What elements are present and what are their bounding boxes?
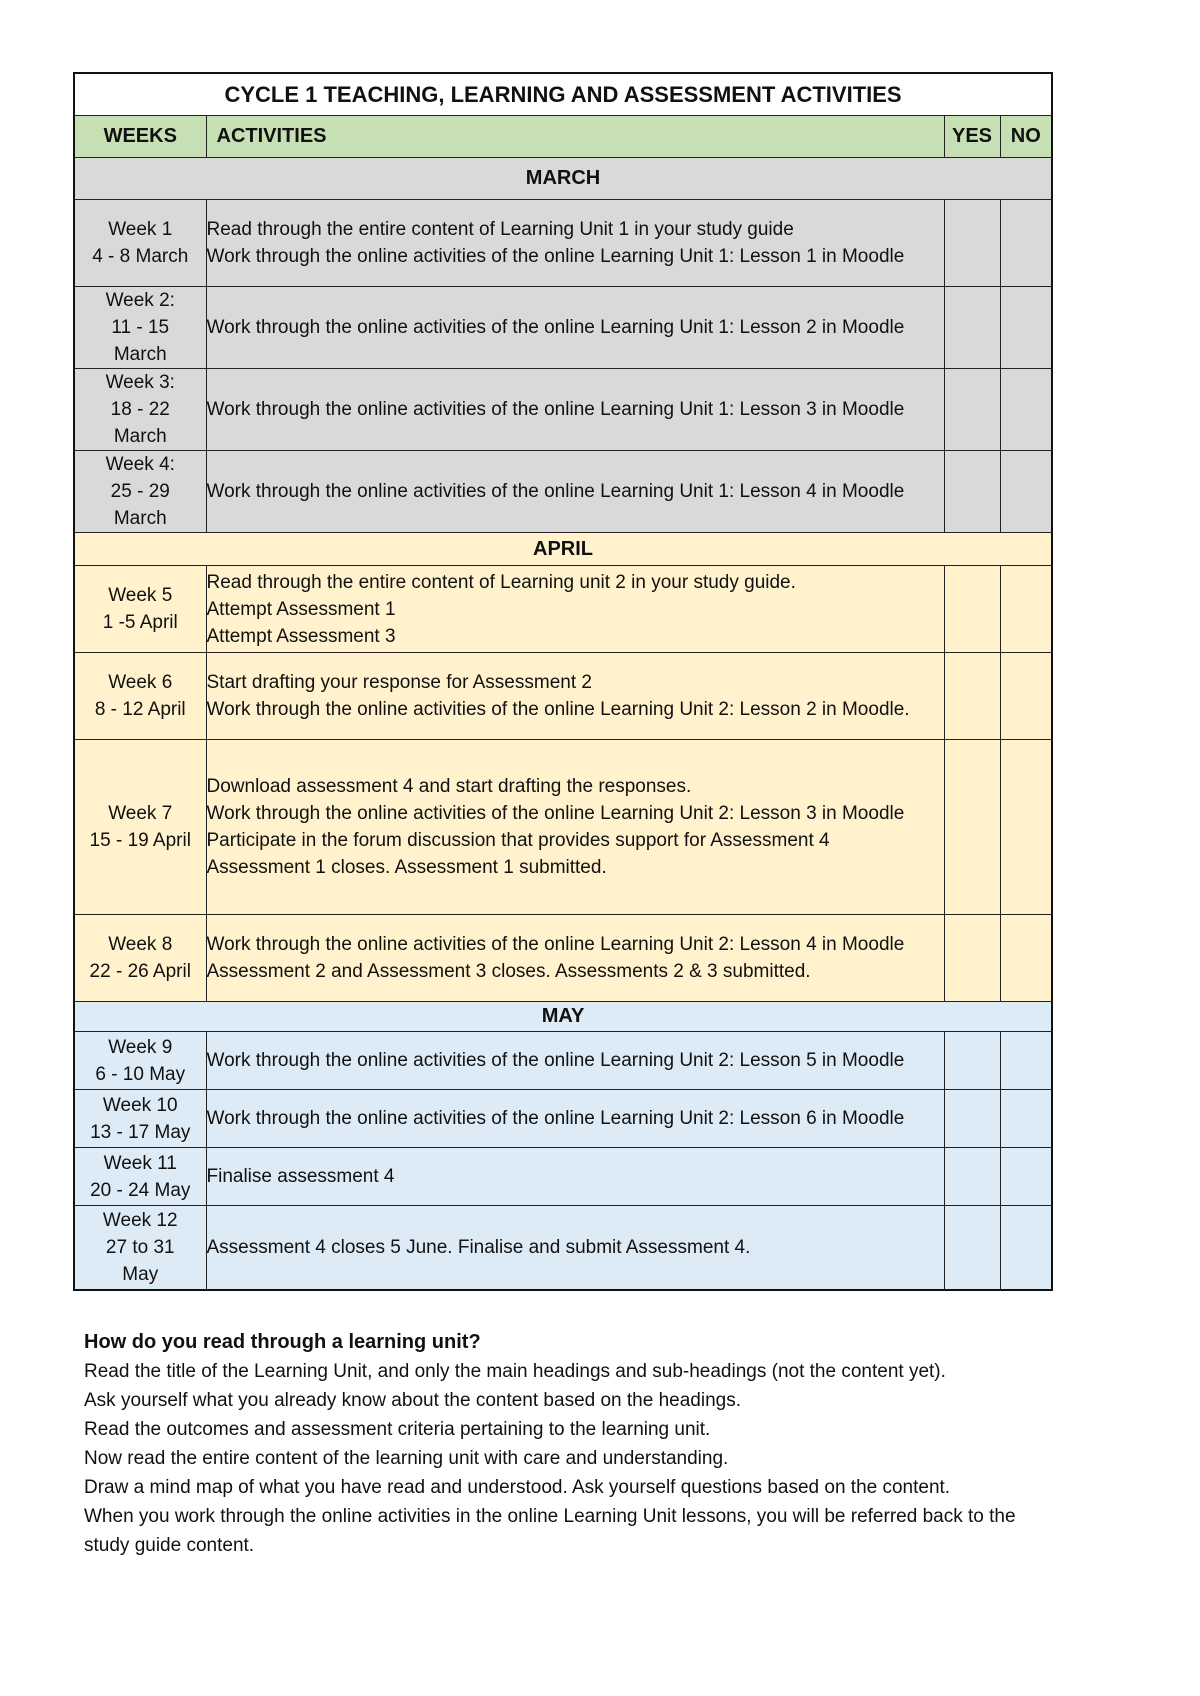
activity-line: Work through the online activities of the online Learning Unit 2: Lesson 2 in Moodle.: [206, 699, 910, 720]
week-cell: Week 9 6 - 10 May: [74, 1032, 206, 1090]
week-cell: Week 8 22 - 26 April: [74, 915, 206, 1002]
yes-checkbox-cell[interactable]: [944, 915, 1000, 1002]
table-row: [74, 200, 1052, 287]
activity-line: Download assessment 4 and start drafting the responses.: [206, 776, 692, 797]
table-row: [74, 451, 1052, 533]
no-checkbox-cell[interactable]: [1000, 200, 1052, 287]
yes-checkbox-cell[interactable]: [944, 369, 1000, 451]
activity-line: Read through the entire content of Learning unit 2 in your study guide.: [206, 571, 796, 593]
table-row: [74, 369, 1052, 451]
reading-guide-line: Ask yourself what you already know about the content based on the headings.: [84, 1390, 741, 1411]
no-checkbox-cell[interactable]: [1000, 653, 1052, 740]
yes-checkbox-cell[interactable]: [944, 1148, 1000, 1206]
activity-line: Work through the online activities of the online Learning Unit 2: Lesson 6 in Moodle: [206, 1108, 905, 1129]
activities-cell: [206, 369, 944, 451]
activities-cell: [206, 1032, 944, 1090]
week-cell: Week 4: 25 - 29 March: [74, 451, 206, 533]
yes-checkbox-cell[interactable]: [944, 740, 1000, 915]
activities-cell: [206, 653, 944, 740]
month-label-march: MARCH: [74, 158, 1052, 200]
month-label-may: MAY: [74, 1002, 1052, 1032]
activity-line: Work through the online activities of the online Learning Unit 2: Lesson 3 in Moodle: [206, 803, 905, 824]
activities-cell: [206, 451, 944, 533]
activity-line: Assessment 4 closes 5 June. Finalise and submit Assessment 4.: [206, 1236, 751, 1258]
activity-line: Read through the entire content of Learning Unit 1 in your study guide: [206, 219, 794, 240]
activity-line: Work through the online activities of the online Learning Unit 2: Lesson 4 in Moodle: [206, 934, 905, 955]
no-checkbox-cell[interactable]: [1000, 451, 1052, 533]
activities-cell: [206, 1206, 944, 1290]
no-checkbox-cell[interactable]: [1000, 1032, 1052, 1090]
month-row-april: [74, 533, 1052, 566]
yes-checkbox-cell[interactable]: [944, 1090, 1000, 1148]
month-label-april: APRIL: [74, 533, 1052, 566]
yes-checkbox-cell[interactable]: [944, 653, 1000, 740]
table-header-row: [74, 116, 1052, 158]
activity-line: Work through the online activities of the online Learning Unit 1: Lesson 3 in Moodle: [206, 399, 905, 420]
reading-guide-line: Read the outcomes and assessment criteria pertaining to the learning unit.: [84, 1419, 711, 1440]
yes-checkbox-cell[interactable]: [944, 1032, 1000, 1090]
no-checkbox-cell[interactable]: [1000, 287, 1052, 369]
yes-checkbox-cell[interactable]: [944, 566, 1000, 653]
activity-line: Assessment 2 and Assessment 3 closes. Assessments 2 & 3 submitted.: [206, 961, 811, 982]
reading-guide-line: Draw a mind map of what you have read and understood. Ask yourself questions based on the content.: [84, 1477, 951, 1498]
yes-checkbox-cell[interactable]: [944, 1206, 1000, 1290]
activities-cell: [206, 915, 944, 1002]
header-weeks: WEEKS: [74, 116, 206, 158]
activity-line: Start drafting your response for Assessment 2: [206, 672, 592, 693]
header-activities: ACTIVITIES: [206, 116, 944, 158]
week-cell: Week 6 8 - 12 April: [74, 653, 206, 740]
no-checkbox-cell[interactable]: [1000, 1206, 1052, 1290]
table-row: [74, 1032, 1052, 1090]
no-checkbox-cell[interactable]: [1000, 566, 1052, 653]
table-row: [74, 566, 1052, 653]
no-checkbox-cell[interactable]: [1000, 369, 1052, 451]
table-row: [74, 1148, 1052, 1206]
table-row: [74, 653, 1052, 740]
week-cell: Week 2: 11 - 15 March: [74, 287, 206, 369]
table-row: [74, 740, 1052, 915]
no-checkbox-cell[interactable]: [1000, 1090, 1052, 1148]
activities-table: [73, 72, 1053, 1291]
activity-line: Finalise assessment 4: [206, 1166, 395, 1187]
table-title-row: [74, 73, 1052, 116]
yes-checkbox-cell[interactable]: [944, 200, 1000, 287]
header-no: NO: [1000, 116, 1052, 158]
table-row: [74, 1206, 1052, 1290]
activity-line: Assessment 1 closes. Assessment 1 submitted.: [206, 857, 607, 878]
header-yes: YES: [944, 116, 1000, 158]
week-cell: Week 7 15 - 19 April: [74, 740, 206, 915]
week-cell: Week 12 27 to 31 May: [74, 1206, 206, 1290]
week-cell: Week 1 4 - 8 March: [74, 200, 206, 287]
reading-guide-line: Now read the entire content of the learning unit with care and understanding.: [84, 1448, 729, 1469]
week-cell: Week 11 20 - 24 May: [74, 1148, 206, 1206]
activities-cell: [206, 1148, 944, 1206]
activity-line: Participate in the forum discussion that provides support for Assessment 4: [206, 830, 830, 851]
table-row: [74, 1090, 1052, 1148]
no-checkbox-cell[interactable]: [1000, 915, 1052, 1002]
week-cell: Week 5 1 -5 April: [74, 566, 206, 653]
activity-line: Work through the online activities of the online Learning Unit 1: Lesson 4 in Moodle: [206, 481, 905, 502]
week-cell: Week 10 13 - 17 May: [74, 1090, 206, 1148]
yes-checkbox-cell[interactable]: [944, 287, 1000, 369]
activity-line: Work through the online activities of the online Learning Unit 1: Lesson 1 in Moodle: [206, 246, 905, 267]
no-checkbox-cell[interactable]: [1000, 740, 1052, 915]
activity-line: Work through the online activities of the online Learning Unit 2: Lesson 5 in Moodle: [206, 1050, 905, 1071]
no-checkbox-cell[interactable]: [1000, 1148, 1052, 1206]
reading-guide-heading: How do you read through a learning unit?: [84, 1331, 481, 1353]
activity-line: Attempt Assessment 3: [206, 625, 396, 647]
reading-guide-line: When you work through the online activities in the online Learning Unit lessons, you will be referred back to the study guide content.: [84, 1506, 1016, 1556]
activities-cell: [206, 1090, 944, 1148]
activity-line: Work through the online activities of the online Learning Unit 1: Lesson 2 in Moodle: [206, 317, 905, 338]
reading-guide-line: Read the title of the Learning Unit, and only the main headings and sub-headings (not the content yet).: [84, 1361, 946, 1382]
activities-cell: [206, 287, 944, 369]
yes-checkbox-cell[interactable]: [944, 451, 1000, 533]
table-row: [74, 915, 1052, 1002]
activity-line: Attempt Assessment 1: [206, 598, 396, 620]
table-title: CYCLE 1 TEACHING, LEARNING AND ASSESSMENT ACTIVITIES: [74, 73, 1052, 116]
reading-guide: [84, 1328, 1064, 1560]
activities-cell: [206, 566, 944, 653]
month-row-may: [74, 1002, 1052, 1032]
month-row-march: [74, 158, 1052, 200]
table-row: [74, 287, 1052, 369]
activities-cell: [206, 740, 944, 915]
week-cell: Week 3: 18 - 22 March: [74, 369, 206, 451]
activities-cell: [206, 200, 944, 287]
